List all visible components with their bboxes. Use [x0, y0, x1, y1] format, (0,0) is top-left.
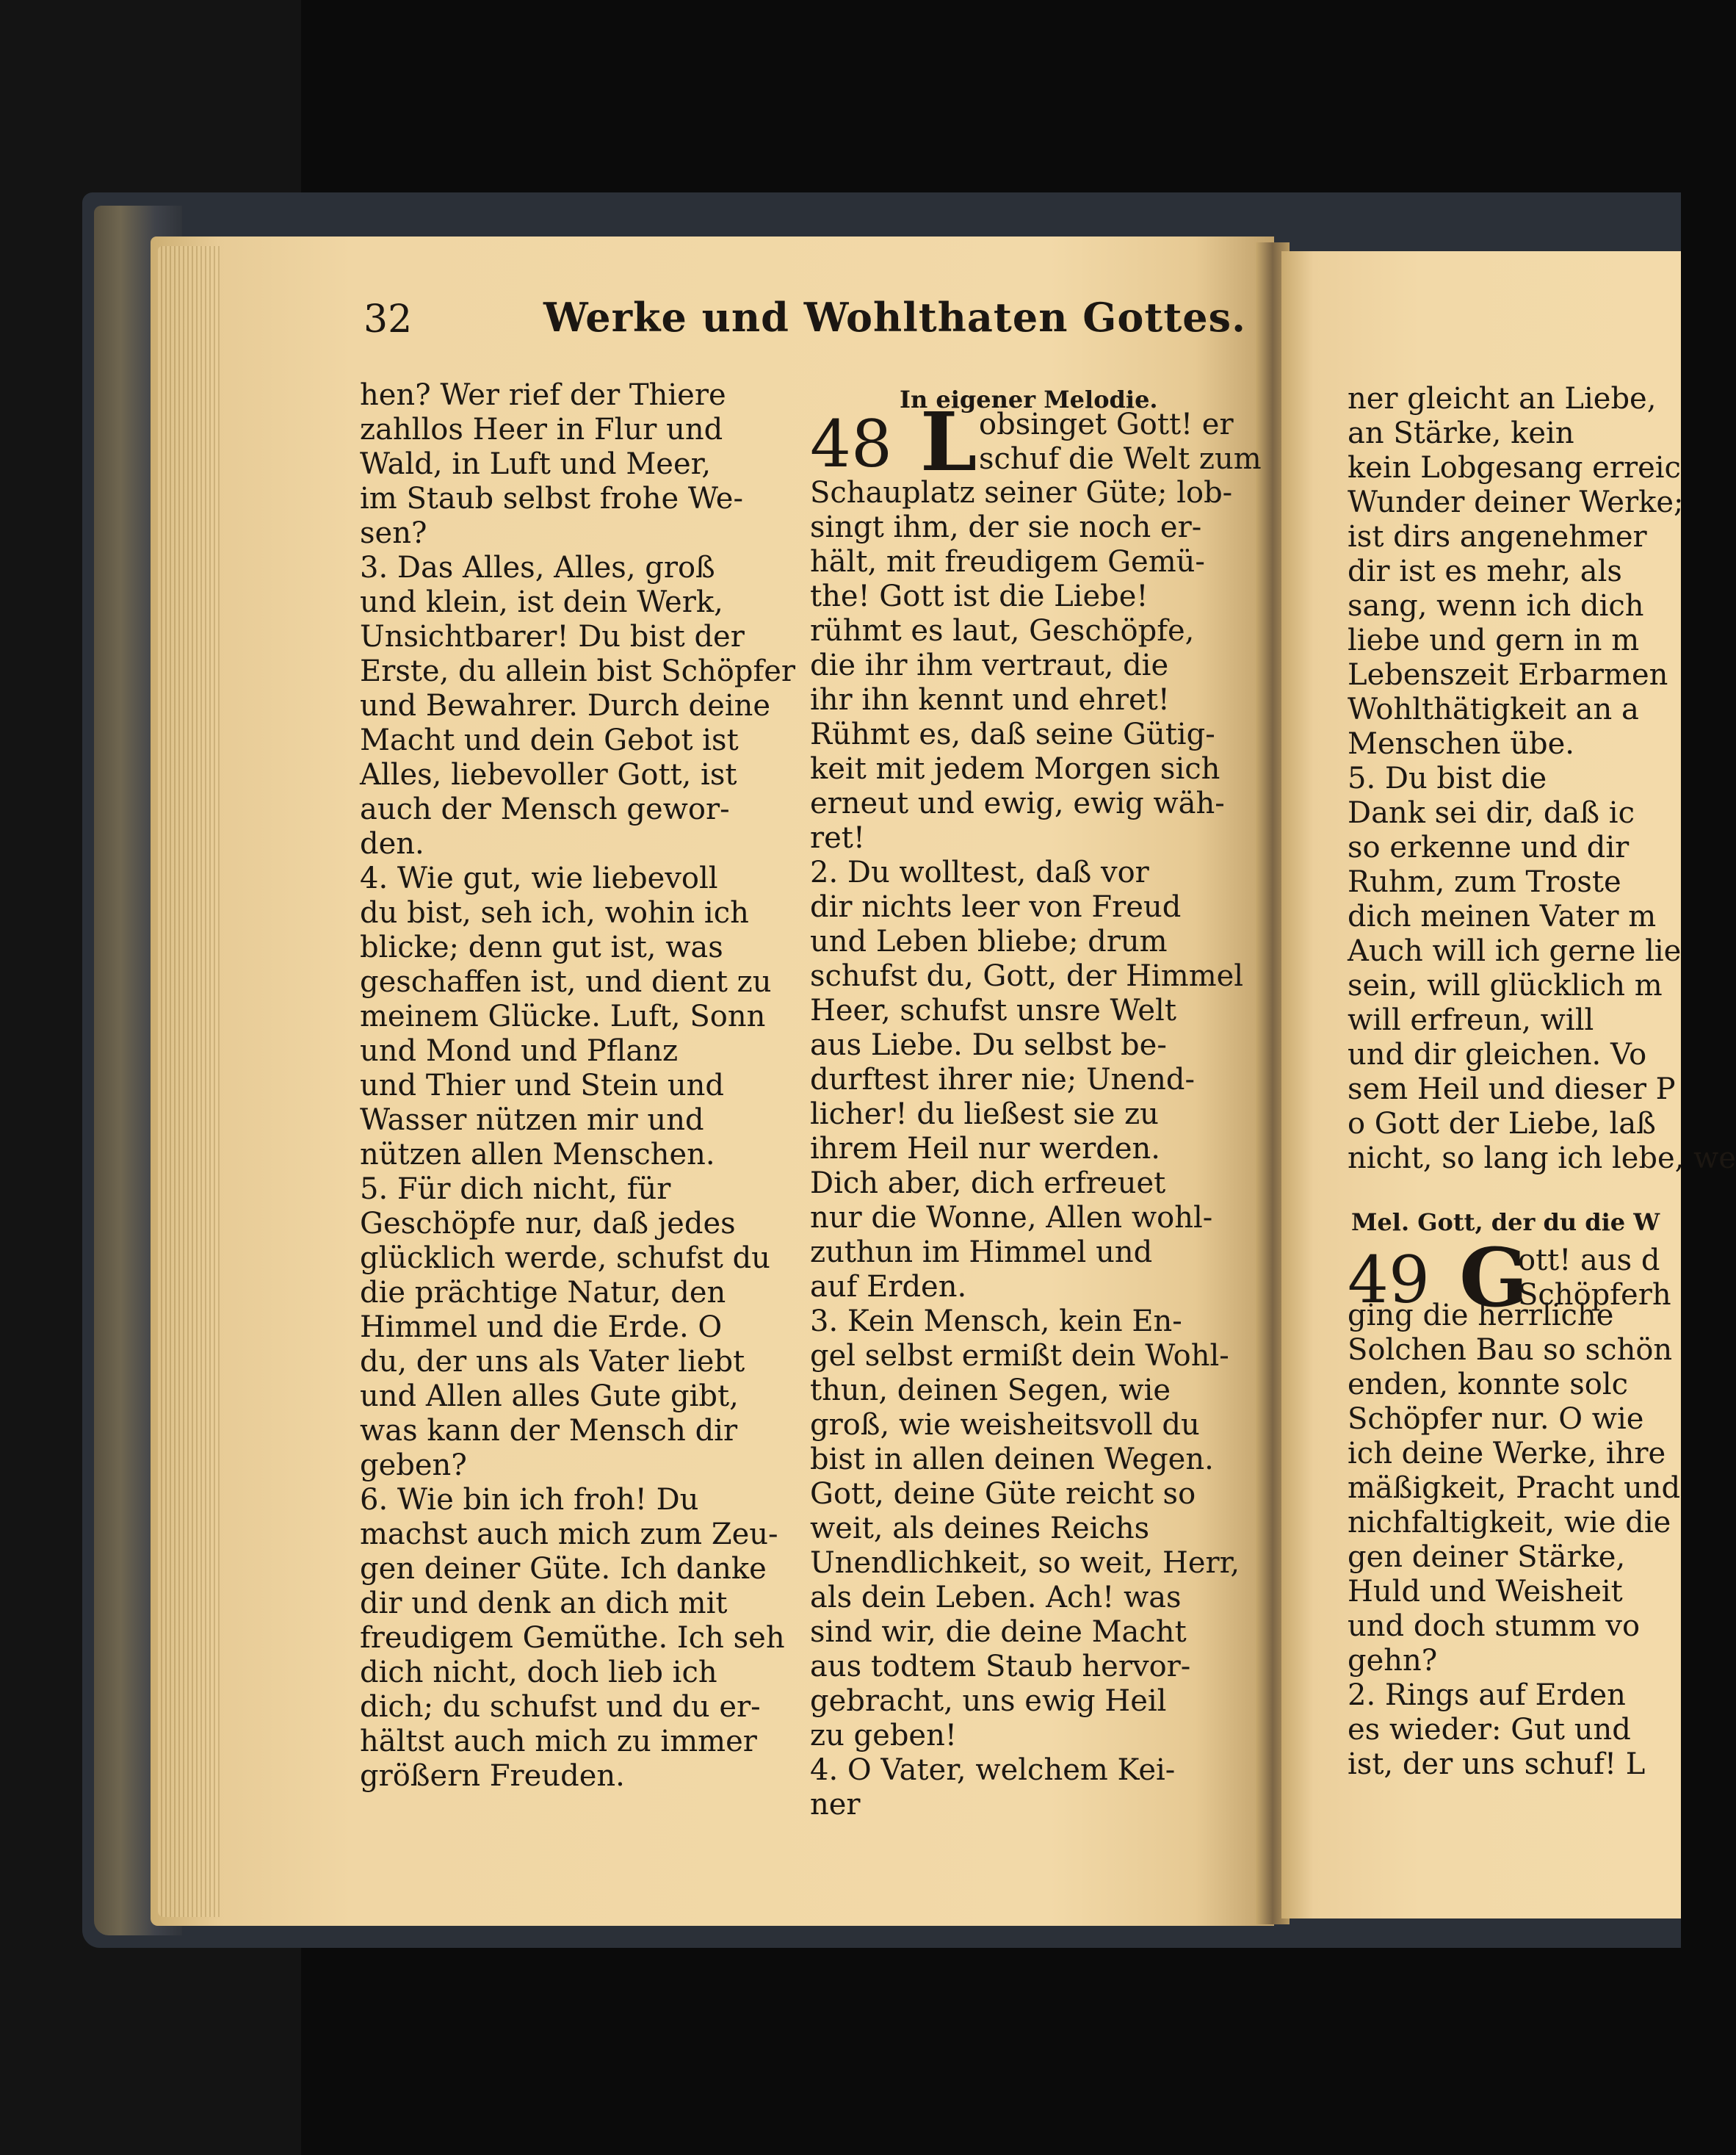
text-line: aus Liebe. Du selbst be-	[810, 1028, 1167, 1062]
text-line: ist, der uns schuf! L	[1348, 1747, 1646, 1781]
text-line: Himmel und die Erde. O	[360, 1310, 723, 1344]
text-line: du bist, seh ich, wohin ich	[360, 896, 749, 930]
text-line: sein, will glücklich m	[1348, 969, 1663, 1003]
text-line: freudigem Gemüthe. Ich seh	[360, 1621, 785, 1655]
text-line: ich deine Werke, ihre	[1348, 1437, 1666, 1470]
text-line: zahllos Heer in Flur und	[360, 413, 723, 447]
column-right-text	[1348, 382, 1736, 1176]
hymn-49-second-line: Schöpferh	[1518, 1278, 1671, 1312]
text-line: nützen allen Menschen.	[360, 1138, 715, 1172]
text-line: als dein Leben. Ach! was	[810, 1581, 1182, 1614]
text-line: so erkenne und dir	[1348, 831, 1630, 864]
hymn-48-melody: In eigener Melodie.	[900, 386, 1158, 414]
text-line: zuthun im Himmel und	[810, 1235, 1153, 1269]
text-line: schufst du, Gott, der Himmel	[810, 959, 1244, 993]
hymn-49-first-line: ott! aus d	[1518, 1243, 1660, 1277]
text-line: aus todtem Staub hervor-	[810, 1650, 1191, 1683]
text-line: hen? Wer rief der Thiere	[360, 378, 726, 412]
text-line: blicke; denn gut ist, was	[360, 931, 723, 964]
text-line: Lebenszeit Erbarmen	[1348, 658, 1668, 692]
text-line: Wunder deiner Werke;	[1348, 485, 1684, 519]
text-line: an Stärke, kein	[1348, 416, 1574, 450]
text-line: und Bewahrer. Durch deine	[360, 689, 771, 723]
text-line: geben?	[360, 1448, 467, 1482]
text-line: ging die herrliche	[1348, 1299, 1614, 1332]
text-line: Unsichtbarer! Du bist der	[360, 620, 745, 654]
text-line: dich; du schufst und du er-	[360, 1690, 761, 1724]
text-line: gen deiner Stärke,	[1348, 1540, 1626, 1574]
text-line: gebracht, uns ewig Heil	[810, 1684, 1167, 1718]
text-line: hält, mit freudigem Gemü-	[810, 545, 1205, 579]
text-line: dich nicht, doch lieb ich	[360, 1656, 717, 1689]
text-line: dir ist es mehr, als	[1348, 555, 1622, 588]
text-line: ret!	[810, 821, 865, 855]
hymn-49-number: 49	[1348, 1242, 1430, 1318]
text-line: Schöpfer nur. O wie	[1348, 1402, 1644, 1436]
text-line: Auch will ich gerne lie	[1348, 934, 1682, 968]
text-line: glücklich werde, schufst du	[360, 1241, 770, 1275]
text-line: Solchen Bau so schön	[1348, 1333, 1673, 1367]
text-line: zu geben!	[810, 1719, 957, 1752]
text-line: hältst auch mich zu immer	[360, 1725, 757, 1758]
text-line: und klein, ist dein Werk,	[360, 585, 723, 619]
text-line: Heer, schufst unsre Welt	[810, 994, 1176, 1028]
hymn-49-melody: Mel. Gott, der du die W	[1351, 1208, 1660, 1236]
text-line: 2. Rings auf Erden	[1348, 1678, 1626, 1712]
text-line: auch der Mensch gewor-	[360, 793, 730, 826]
text-line: du, der uns als Vater liebt	[360, 1345, 745, 1379]
text-line: 3. Das Alles, Alles, groß	[360, 551, 715, 585]
text-line: gen deiner Güte. Ich danke	[360, 1552, 767, 1586]
text-line: 4. O Vater, welchem Kei-	[810, 1753, 1176, 1787]
text-line: Rühmt es, daß seine Gütig-	[810, 718, 1215, 751]
text-line: Unendlichkeit, so weit, Herr,	[810, 1546, 1240, 1580]
text-line: mäßigkeit, Pracht und	[1348, 1471, 1681, 1505]
text-line: Wohlthätigkeit an a	[1348, 693, 1639, 726]
column-right-hymn-49-text	[1348, 1299, 1681, 1782]
text-line: nur die Wonne, Allen wohl-	[810, 1201, 1213, 1235]
text-line: Wald, in Luft und Meer,	[360, 447, 712, 481]
text-line: ner gleicht an Liebe,	[1348, 382, 1657, 416]
text-line: Geschöpfe nur, daß jedes	[360, 1207, 736, 1241]
text-line: nicht, so lang ich lebe, we	[1348, 1141, 1736, 1175]
text-line: ihrem Heil nur werden.	[810, 1132, 1160, 1166]
column-middle-text	[810, 476, 1244, 1822]
text-line: groß, wie weisheitsvoll du	[810, 1408, 1200, 1442]
text-line: ist dirs angenehmer	[1348, 520, 1647, 554]
text-line: und Mond und Pflanz	[360, 1034, 679, 1068]
text-line: weit, als deines Reichs	[810, 1512, 1150, 1545]
text-line: sem Heil und dieser P	[1348, 1072, 1676, 1106]
page-header-title: Werke und Wohlthaten Gottes.	[543, 294, 1246, 341]
text-line: und doch stumm vo	[1348, 1609, 1641, 1643]
text-line: und Thier und Stein und	[360, 1069, 724, 1102]
text-line: 5. Für dich nicht, für	[360, 1172, 671, 1206]
text-line: Ruhm, zum Troste	[1348, 865, 1621, 899]
text-line: die ihr ihm vertraut, die	[810, 649, 1169, 682]
hymn-48-first-line: obsinget Gott! er	[979, 408, 1234, 441]
text-line: Schauplatz seiner Güte; lob-	[810, 476, 1233, 510]
text-line: Dich aber, dich erfreuet	[810, 1166, 1166, 1200]
hymn-48-second-line: schuf die Welt zum	[979, 442, 1262, 476]
text-line: the! Gott ist die Liebe!	[810, 580, 1149, 613]
text-line: kein Lobgesang erreic	[1348, 451, 1681, 485]
text-line: dir nichts leer von Freud	[810, 890, 1182, 924]
text-line: es wieder: Gut und	[1348, 1713, 1631, 1747]
text-line: 4. Wie gut, wie liebevoll	[360, 862, 718, 895]
text-line: singt ihm, der sie noch er-	[810, 510, 1202, 544]
text-line: enden, konnte solc	[1348, 1368, 1629, 1401]
text-line: geschaffen ist, und dient zu	[360, 965, 772, 999]
text-line: bist in allen deinen Wegen.	[810, 1443, 1214, 1476]
text-line: durftest ihrer nie; Unend-	[810, 1063, 1195, 1097]
hymn-49-initial: G	[1459, 1230, 1528, 1325]
text-line: 2. Du wolltest, daß vor	[810, 856, 1149, 889]
text-line: 6. Wie bin ich froh! Du	[360, 1483, 699, 1517]
text-line: und dir gleichen. Vo	[1348, 1038, 1647, 1072]
text-line: Erste, du allein bist Schöpfer	[360, 654, 796, 688]
text-line: dich meinen Vater m	[1348, 900, 1657, 934]
text-line: größern Freuden.	[360, 1759, 625, 1793]
text-line: rühmt es laut, Geschöpfe,	[810, 614, 1195, 648]
text-line: Alles, liebevoller Gott, ist	[360, 758, 737, 792]
hymn-48-number: 48	[810, 406, 892, 482]
text-line: ihr ihn kennt und ehret!	[810, 683, 1170, 717]
text-line: dir und denk an dich mit	[360, 1587, 728, 1620]
text-line: Gott, deine Güte reicht so	[810, 1477, 1196, 1511]
hymn-48-initial: L	[920, 394, 977, 489]
text-line: keit mit jedem Morgen sich	[810, 752, 1220, 786]
text-line: gel selbst ermißt dein Wohl-	[810, 1339, 1229, 1373]
text-line: sind wir, die deine Macht	[810, 1615, 1187, 1649]
text-line: sang, wenn ich dich	[1348, 589, 1644, 623]
page-number: 32	[364, 297, 413, 342]
text-line: Menschen übe.	[1348, 727, 1574, 761]
text-line: und Leben bliebe; drum	[810, 925, 1168, 959]
text-line: sen?	[360, 516, 427, 550]
text-line: gehn?	[1348, 1644, 1438, 1678]
text-line: auf Erden.	[810, 1270, 967, 1304]
text-line: im Staub selbst frohe We-	[360, 482, 743, 516]
text-line: Huld und Weisheit	[1348, 1575, 1623, 1609]
text-line: Macht und dein Gebot ist	[360, 723, 739, 757]
text-line: 5. Du bist die	[1348, 762, 1547, 795]
text-line: was kann der Mensch dir	[360, 1414, 738, 1448]
text-line: will erfreun, will	[1348, 1003, 1594, 1037]
text-line: thun, deinen Segen, wie	[810, 1374, 1171, 1407]
text-line: o Gott der Liebe, laß	[1348, 1107, 1656, 1141]
text-line: liebe und gern in m	[1348, 624, 1640, 657]
text-line: meinem Glücke. Luft, Sonn	[360, 1000, 766, 1033]
text-line: und Allen alles Gute gibt,	[360, 1379, 739, 1413]
text-line: ner	[810, 1788, 861, 1822]
text-line: Wasser nützen mir und	[360, 1103, 704, 1137]
text-line: nichfaltigkeit, wie die	[1348, 1506, 1671, 1539]
text-line: machst auch mich zum Zeu-	[360, 1517, 778, 1551]
text-line: die prächtige Natur, den	[360, 1276, 726, 1310]
page-edges	[158, 246, 220, 1917]
text-line: erneut und ewig, ewig wäh-	[810, 787, 1225, 820]
text-line: Dank sei dir, daß ic	[1348, 796, 1635, 830]
text-line: licher! du ließest sie zu	[810, 1097, 1159, 1131]
text-line: 3. Kein Mensch, kein En-	[810, 1304, 1182, 1338]
text-line: den.	[360, 827, 424, 861]
column-left-text	[360, 378, 796, 1794]
